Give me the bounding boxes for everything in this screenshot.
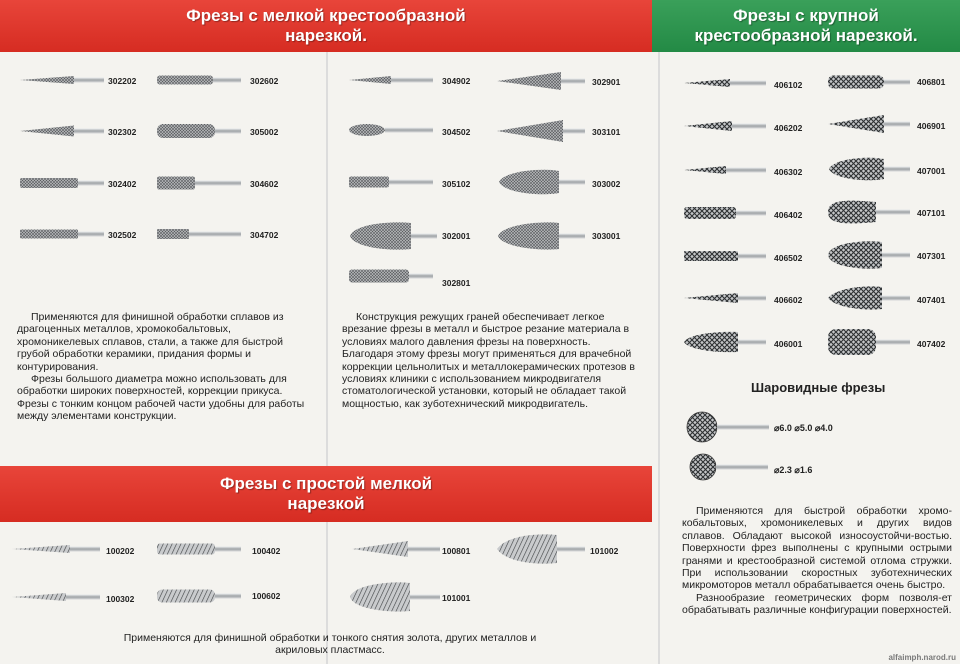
bur-tapered-image	[18, 74, 104, 86]
bur-bullet-image	[348, 581, 440, 613]
bur-tapered-image	[347, 74, 433, 86]
simple-fine-title-band	[0, 466, 652, 522]
bur-code: 406602	[774, 295, 803, 305]
bur-item	[682, 164, 766, 176]
ball-bur-small	[688, 452, 768, 482]
bur-cylinder-image	[155, 227, 241, 241]
bur-code: 100202	[106, 546, 135, 556]
bur-item	[155, 74, 241, 86]
bur-item	[826, 240, 910, 270]
bur-item	[18, 124, 104, 138]
bur-code: 302602	[250, 76, 279, 86]
bur-egg-image	[495, 168, 585, 196]
bur-code: 100801	[442, 546, 471, 556]
bur-code: 302202	[108, 76, 137, 86]
bur-item	[495, 70, 585, 92]
bur-tapered-image	[495, 70, 585, 92]
bur-item	[495, 532, 585, 566]
bur-tapered-image	[18, 124, 104, 138]
bur-item	[347, 74, 433, 86]
bur-code: 303001	[592, 231, 621, 241]
bur-tapered-image	[682, 330, 766, 354]
bur-cylinder-image	[18, 228, 104, 240]
description-paragraph: Разнообразие геометрических форм позволя-ет обрабатывать различные конфигурации поверхностей.	[682, 591, 952, 617]
bur-item	[10, 591, 100, 603]
bur-flame-image	[826, 284, 910, 312]
bur-cylinder-image	[826, 327, 910, 357]
bur-code: 303101	[592, 127, 621, 137]
bur-code: 406402	[774, 210, 803, 220]
fine-cross-description-mid	[342, 311, 638, 410]
bur-code: 304702	[250, 230, 279, 240]
bur-code: 407001	[917, 166, 946, 176]
description-paragraph: Применяются для финишной обработки сплавов из драгоценных металлов, хромокобальтовых, хромоникелевых сплавов, стали, а также для быстрой грубой обработки керамики, придания формы и контурирования.	[17, 311, 284, 373]
bur-item	[18, 228, 104, 240]
bur-bullet-image	[347, 221, 437, 251]
bur-cylinder-image	[155, 175, 241, 191]
coarse-cross-title-line1: Фрезы с крупной	[733, 6, 879, 25]
description-paragraph: Конструкция режущих граней обеспечивает легкое врезание фрезы в металл и быстрое резание материала в условиях малого давления фрезы на поверхность. Благодаря этому фрезы могут применяться для врачебной коррекции цельнолитых и металлокерамических протезов в условиях клиники с использованием микродвигателя стоматологической установки, который не обладает такой мощностью, как зуботехнический микродвигатель.	[342, 311, 636, 410]
bur-code: 406901	[917, 121, 946, 131]
bur-item	[826, 327, 910, 357]
bur-tapered-image	[682, 164, 766, 176]
bur-item	[495, 168, 585, 196]
ball-bur-image	[685, 410, 769, 444]
bur-code: 407301	[917, 251, 946, 261]
simple-fine-title-line2: нарезкой	[287, 494, 365, 513]
bur-cylinder-image	[347, 175, 433, 189]
bur-code: 302402	[108, 179, 137, 189]
coarse-cross-description	[682, 505, 952, 617]
bur-item	[826, 114, 910, 134]
ball-sizes-small: ⌀2.3 ⌀1.6	[774, 465, 813, 475]
bur-tapered-image	[350, 540, 440, 558]
description-paragraph: Применяются для финишной обработки и тонкого снятия золота, других металлов и акриловых пластмасс.	[123, 632, 537, 657]
description-paragraph: Фрезы большого диаметра можно использовать для обработки широких поверхностей, коррекции прикуса. Фрезы с тонким концом рабочей части удобны для работы между элементами конструкции.	[17, 373, 305, 423]
bur-item	[347, 268, 433, 284]
bur-item	[155, 542, 241, 556]
watermark: alfaimph.narod.ru	[888, 653, 956, 662]
simple-fine-title-line1: Фрезы с простой мелкой	[219, 474, 433, 493]
bur-code: 305002	[250, 127, 279, 137]
ball-burs-title: Шаровидные фрезы	[751, 380, 886, 395]
bur-item	[826, 198, 910, 226]
bur-item	[682, 206, 766, 220]
bur-code: 305102	[442, 179, 471, 189]
bur-code: 304502	[442, 127, 471, 137]
ball-bur-large	[685, 410, 769, 444]
fine-cross-title-line1: Фрезы с мелкой крестообразной	[186, 6, 466, 25]
bur-item	[18, 176, 104, 190]
bur-tapered-image	[495, 119, 585, 143]
bur-code: 406502	[774, 253, 803, 263]
bur-item	[18, 74, 104, 86]
bur-pear-image	[826, 198, 910, 226]
simple-fine-description	[110, 632, 550, 657]
bur-code: 407401	[917, 295, 946, 305]
bur-item	[348, 581, 440, 613]
column-divider-left	[326, 52, 328, 664]
bur-tapered-image	[10, 591, 100, 603]
bur-item	[155, 175, 241, 191]
bur-item	[682, 249, 766, 263]
bur-tapered-image	[826, 114, 910, 134]
bur-code: 302001	[442, 231, 471, 241]
bur-cylinder-image	[155, 588, 241, 604]
bur-cylinder-image	[826, 74, 910, 90]
fine-cross-description-left	[17, 311, 309, 423]
bur-code: 304602	[250, 179, 279, 189]
bur-code: 406102	[774, 80, 803, 90]
bur-item	[826, 284, 910, 312]
bur-bullet-image	[826, 240, 910, 270]
bur-cylinder-image	[155, 542, 241, 556]
bur-code: 302502	[108, 230, 137, 240]
bur-code: 407101	[917, 208, 946, 218]
bur-item	[826, 74, 910, 90]
ball-bur-image	[688, 452, 768, 482]
bur-item	[495, 221, 585, 251]
bur-code: 406202	[774, 123, 803, 133]
bur-cylinder-image	[18, 176, 104, 190]
bur-bullet-image	[495, 221, 585, 251]
bur-item	[682, 77, 766, 89]
bur-code: 100602	[252, 591, 281, 601]
bur-item	[826, 156, 910, 182]
fine-cross-title-band	[0, 0, 652, 52]
bur-item	[495, 119, 585, 143]
bur-code: 302901	[592, 77, 621, 87]
bur-code: 406302	[774, 167, 803, 177]
bur-item	[155, 123, 241, 139]
bur-code: 302801	[442, 278, 471, 288]
bur-item	[155, 588, 241, 604]
bur-flame-image	[495, 532, 585, 566]
bur-code: 100302	[106, 594, 135, 604]
bur-item	[10, 543, 100, 555]
bur-code: 407402	[917, 339, 946, 349]
bur-tapered-image	[10, 543, 100, 555]
bur-cylinder-image	[682, 249, 766, 263]
bur-tapered-image	[682, 119, 766, 133]
fine-cross-title-line2: нарезкой.	[285, 26, 367, 45]
bur-cylinder-image	[347, 268, 433, 284]
bur-item	[155, 227, 241, 241]
bur-cylinder-image	[682, 206, 766, 220]
bur-cylinder-image	[155, 123, 241, 139]
bur-item	[347, 175, 433, 189]
bur-code: 304902	[442, 76, 471, 86]
bur-cylinder-image	[155, 74, 241, 86]
bur-item	[350, 540, 440, 558]
ball-sizes-large: ⌀6.0 ⌀5.0 ⌀4.0	[774, 423, 833, 433]
bur-code: 303002	[592, 179, 621, 189]
bur-item	[347, 221, 437, 251]
bur-code: 406801	[917, 77, 946, 87]
bur-code: 101001	[442, 593, 471, 603]
bur-tapered-image	[682, 77, 766, 89]
bur-egg-image	[826, 156, 910, 182]
coarse-cross-title-line2: крестообразной нарезкой.	[694, 26, 918, 45]
bur-flame-image	[347, 123, 433, 137]
bur-code: 101002	[590, 546, 619, 556]
bur-item	[682, 119, 766, 133]
bur-item	[347, 123, 433, 137]
bur-code: 406001	[774, 339, 803, 349]
coarse-cross-title-band	[652, 0, 960, 52]
description-paragraph: Применяются для быстрой обработки хромо-кобальтовых, хромоникелевых и других видов сплавов. Обладают высокой износоустойчи-востью. Поверхности фрез выполнены с крупными острыми гранями и крестообразной системой отлома стружки. При использовании скоростных зуботехнических микромоторов металл обрабатывается очень быстро.	[682, 505, 952, 592]
bur-code: 302302	[108, 127, 137, 137]
bur-code: 100402	[252, 546, 281, 556]
column-divider-right	[658, 52, 660, 664]
bur-item	[682, 330, 766, 354]
bur-item	[682, 291, 766, 305]
bur-tapered-image	[682, 291, 766, 305]
